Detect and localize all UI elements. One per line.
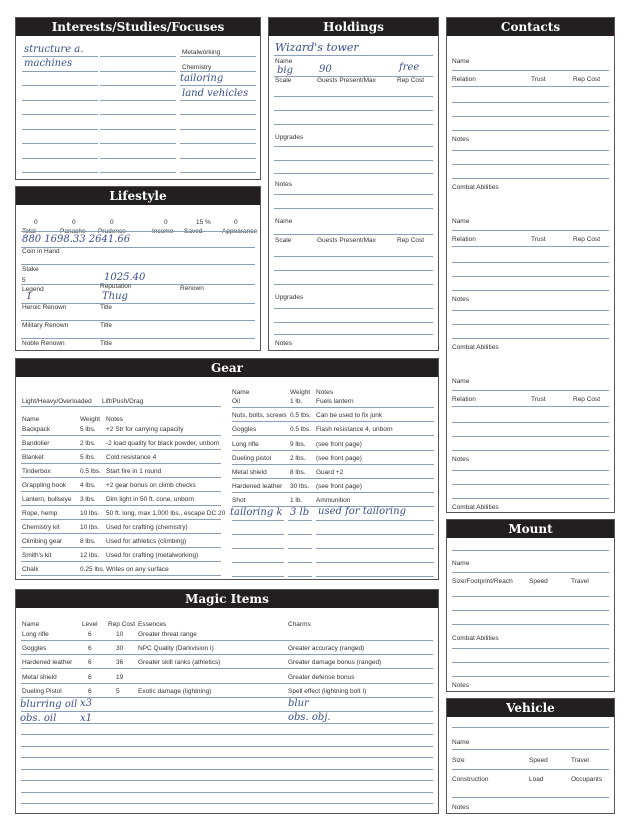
mount-notes-label: Notes — [452, 682, 469, 689]
contact-line — [452, 484, 609, 485]
vehicle-load-label: Load — [529, 776, 544, 783]
reputation-label: Reputation — [100, 283, 132, 290]
holding2-present-label: Guests Present/Max — [317, 237, 376, 244]
contact-combat-label: Combat Abilities — [452, 504, 499, 511]
contacts-panel — [446, 17, 615, 513]
magic-line — [21, 769, 433, 770]
lifestyle-header: Lifestyle — [16, 187, 260, 205]
heroic-renown-label: Heroic Renown — [22, 304, 67, 311]
magic-item-charm: Greater damage bonus (ranged) — [288, 659, 382, 667]
gear-item-notes: +2 Str for carrying capacity — [106, 426, 184, 433]
magic-item-name: Goggles — [22, 645, 47, 653]
interest-line — [100, 143, 176, 144]
gear-line — [21, 575, 221, 576]
mount-speed-label: Speed — [529, 578, 548, 585]
magic-line — [21, 723, 433, 724]
contact-repcost-label: Rep Cost — [573, 76, 601, 83]
lifestyle-stat-value: 0 — [110, 219, 114, 226]
gear-line — [232, 435, 434, 436]
gear-item-notes: Dim light in 50 ft. cone, unborn — [106, 496, 195, 503]
magic-item-rep: 36 — [116, 659, 124, 667]
gear-item-weight: 8 lbs. — [80, 538, 96, 545]
holding-hw-title: Wizard's tower — [275, 41, 359, 54]
magic-items-panel — [15, 589, 439, 814]
gear-item-notes: Used for crafting (metalworking) — [106, 552, 199, 559]
contact-trust-label: Trust — [531, 396, 546, 403]
contacts-header: Contacts — [447, 18, 614, 36]
gear-item-weight: 0.25 lbs. — [80, 566, 105, 573]
interest-line — [22, 71, 98, 72]
military-renown-label: Military Renown — [22, 322, 69, 329]
holding2-name-label: Name — [275, 218, 293, 225]
contact-line — [452, 164, 609, 165]
gear-item-weight: 12 lbs. — [80, 552, 100, 559]
gear-item-weight: 8 lbs. — [290, 469, 306, 476]
gear-line — [21, 463, 221, 464]
gear-item-name: Tinderbox — [22, 468, 51, 475]
magic-item-rep: 5 — [116, 687, 120, 695]
interest-hw-2: machines — [24, 58, 73, 69]
gear-item-weight: 10 lbs. — [80, 524, 100, 531]
vehicle-travel-label: Travel — [571, 757, 589, 764]
interests-panel — [15, 17, 261, 180]
magic-line — [21, 654, 433, 655]
gear-item-name: Metal shield — [232, 469, 267, 476]
gear-item-name: Nuts, bolts, screws — [232, 412, 287, 420]
contact-line — [452, 230, 609, 231]
gear-lift-label: Lift/Push/Drag — [102, 398, 144, 405]
title-label-2: Title — [100, 322, 113, 329]
interest-line — [180, 114, 256, 115]
gear-item-name: Shot — [232, 497, 246, 505]
contact-trust-label: Trust — [531, 76, 546, 83]
holding2-notes-label: Notes — [275, 340, 292, 347]
contact-line — [452, 324, 609, 325]
mount-size-label: Size/Footprint/Reach — [452, 578, 513, 585]
magic-item-rep: 30 — [116, 645, 124, 653]
interest-hw-1: structure a. — [24, 44, 84, 55]
interest-line — [100, 158, 176, 159]
magic-item-name: Dueling Pistol — [22, 687, 62, 695]
contact-line — [452, 116, 609, 117]
mount-combat-label: Combat Abilities — [452, 635, 499, 642]
gear-line — [21, 491, 221, 492]
gear-hw-weight: 3 lb — [290, 507, 310, 518]
lifestyle-panel — [15, 186, 261, 351]
lifestyle-stat-value: 0 — [34, 219, 38, 226]
gear-line — [232, 450, 434, 451]
gear-item-name: Dueling pistol — [232, 454, 272, 462]
gear-line — [21, 477, 221, 478]
magic-line — [21, 757, 433, 758]
magic-item-level: 6 — [88, 631, 92, 638]
interest-line — [22, 85, 98, 86]
contact-line — [452, 450, 609, 451]
gear-line — [21, 533, 221, 534]
holding1-repcost-hw: free — [399, 62, 420, 73]
coin-hw: 880 1698.33 2641.66 — [22, 234, 131, 245]
gear-load-label: Light/Heavy/Overloaded — [22, 398, 92, 405]
interest-printed-1: Metalworking — [182, 49, 221, 56]
interest-hw-3: tailoring — [180, 73, 224, 84]
gear-item-notes: Writes on any surface — [106, 566, 169, 573]
contact-notes-label: Notes — [452, 136, 469, 143]
magic-col-level: Level — [82, 621, 98, 628]
contact-line — [452, 246, 609, 247]
gear-item-notes: Start fire in 1 round — [106, 468, 162, 475]
gear-line — [21, 519, 221, 520]
magic-hw-charm-1: blur — [288, 698, 309, 709]
contact-line — [452, 276, 609, 277]
contact-line — [452, 422, 609, 423]
mount-header: Mount — [447, 520, 614, 538]
lifestyle-stat-value: 0 — [72, 219, 76, 226]
interest-line — [100, 56, 176, 57]
gear-item-name: Hardened leather — [232, 483, 283, 491]
vehicle-notes-label: Notes — [452, 804, 469, 811]
interest-line — [100, 71, 176, 72]
holding1-upgrades-label: Upgrades — [275, 134, 304, 141]
magic-line — [21, 668, 433, 669]
magic-item-essence: NPC Quality (Darkvision I) — [138, 645, 214, 653]
contact-line — [452, 436, 609, 437]
holding1-present-hw: 90 — [319, 64, 332, 75]
holding1-scale-label: Scale — [275, 77, 292, 84]
gear-item-name: Smith's kit — [22, 552, 52, 559]
contact-line — [452, 262, 609, 263]
mount-panel — [446, 519, 615, 692]
interest-hw-4: land vehicles — [182, 88, 249, 99]
magic-line — [21, 683, 433, 684]
vehicle-name-label: Name — [452, 739, 470, 746]
gear-item-name: Oil — [232, 398, 240, 405]
interests-header: Interests/Studies/Focuses — [16, 18, 260, 36]
lifestyle-stat-value: 0 — [234, 219, 238, 226]
gear-item-weight: 0.5 lbs. — [290, 412, 311, 420]
lifestyle-stat-label: Panache — [60, 228, 86, 235]
gear-item-weight: 10 lbs. — [80, 510, 100, 517]
interest-line — [180, 158, 256, 159]
magic-item-level: 6 — [88, 687, 92, 695]
magic-hw-level-2: x1 — [80, 713, 93, 724]
gear-item-name: Grappling hook — [22, 482, 67, 489]
contact-line — [452, 102, 609, 103]
gear-item-notes: (see front page) — [316, 483, 362, 491]
magic-col-rep: Rep Cost — [108, 621, 136, 628]
magic-item-level: 6 — [88, 659, 92, 667]
magic-item-name: Metal shield — [22, 673, 57, 681]
contact-notes-label: Notes — [452, 456, 469, 463]
magic-item-rep: 10 — [116, 631, 124, 638]
magic-item-level: 6 — [88, 673, 92, 681]
magic-item-rep: 19 — [116, 673, 124, 681]
gear-item-notes: Cold resistance 4 — [106, 454, 157, 461]
magic-item-name: Long rifle — [22, 631, 49, 638]
contact-repcost-label: Rep Cost — [573, 396, 601, 403]
gear-item-notes: Fuels lantern — [316, 398, 354, 405]
interest-line — [180, 129, 256, 130]
noble-renown-label: Noble Renown — [22, 340, 65, 347]
vehicle-header: Vehicle — [447, 699, 614, 717]
magic-item-essence: Exotic damage (lightning) — [138, 687, 212, 695]
magic-line — [21, 746, 433, 747]
mount-travel-label: Travel — [571, 578, 589, 585]
interest-line — [100, 85, 176, 86]
gear-line — [232, 421, 434, 422]
contact-name-label: Name — [452, 378, 470, 385]
magic-hw-charm-2: obs. obj. — [288, 712, 331, 723]
interest-line — [180, 100, 256, 101]
gear-item-weight: 5 lbs. — [80, 454, 96, 461]
contact-notes-label: Notes — [452, 296, 469, 303]
gear-item-notes: Guard +2 — [316, 469, 344, 476]
magic-hw-level-1: x3 — [80, 698, 93, 709]
gear-item-name: Long rifle — [232, 440, 259, 448]
gear-item-weight: 30 lbs. — [290, 483, 310, 491]
magic-col-essences: Essences — [138, 621, 167, 628]
magic-item-essence: Greater threat range — [138, 631, 197, 638]
vehicle-speed-label: Speed — [529, 757, 548, 764]
magic-line — [21, 640, 433, 641]
magic-hw-name-1: blurring oil — [20, 699, 78, 710]
gear-item-notes: (see front page) — [316, 440, 362, 448]
contact-line — [452, 338, 609, 339]
contact-line — [452, 178, 609, 179]
legend-label: Legend — [22, 286, 44, 293]
holding1-name-label: Name — [275, 58, 293, 65]
holdings-panel — [268, 17, 439, 351]
interest-line — [180, 143, 256, 144]
gear-item-notes: Used for athletics (climbing) — [106, 538, 187, 545]
holding1-repcost-label: Rep Cost — [397, 77, 425, 84]
magic-line — [21, 792, 433, 793]
magic-item-level: 6 — [88, 645, 92, 653]
gear-right-col-notes: Notes — [316, 389, 333, 396]
magic-hw-name-2: obs. oil — [20, 713, 57, 724]
contact-line — [452, 150, 609, 151]
gear-item-weight: 2 lbs. — [290, 454, 306, 462]
contact-trust-label: Trust — [531, 236, 546, 243]
lifestyle-stat-label: Appearance — [222, 228, 258, 235]
interest-line — [22, 172, 98, 173]
legend-value: 1 — [26, 291, 33, 302]
gear-item-notes: Used for crafting (chemistry) — [106, 524, 188, 531]
magic-item-charm: Greater defense bonus — [288, 673, 355, 681]
stake-value: 5 — [22, 277, 26, 284]
contact-line — [452, 498, 609, 499]
interest-line — [180, 172, 256, 173]
holding2-upgrades-label: Upgrades — [275, 294, 304, 301]
lifestyle-stat-label: Total — [22, 228, 36, 235]
gear-right-col-name: Name — [232, 389, 250, 396]
gear-left-col-notes: Notes — [106, 416, 123, 423]
gear-line — [21, 505, 221, 506]
contact-line — [452, 406, 609, 407]
gear-line — [21, 561, 221, 562]
holding1-notes-label: Notes — [275, 181, 292, 188]
contact-line — [452, 470, 609, 471]
gear-left-col-weight: Weight — [80, 416, 101, 423]
gear-item-name: Chemistry kit — [22, 524, 60, 531]
contact-relation-label: Relation — [452, 76, 476, 83]
gear-hw-name: tailoring k — [230, 507, 283, 518]
vehicle-construction-label: Construction — [452, 776, 489, 783]
interest-line — [22, 143, 98, 144]
gear-item-name: Backpack — [22, 426, 51, 433]
gear-item-weight: 0.5 lbs. — [290, 426, 311, 434]
mount-name-label: Name — [452, 560, 470, 567]
interest-line — [100, 100, 176, 101]
title-label-1: Title — [100, 304, 113, 311]
contact-repcost-label: Rep Cost — [573, 236, 601, 243]
renown-label: Renown — [180, 285, 204, 292]
gear-item-notes: Can be used to fix junk — [316, 412, 383, 420]
contact-line — [452, 310, 609, 311]
gear-line — [232, 464, 434, 465]
gear-item-weight: 3 lbs. — [80, 496, 96, 503]
gear-item-weight: 2 lbs. — [80, 440, 96, 447]
stake-label: Stake — [22, 266, 39, 273]
vehicle-occupants-label: Occupants — [571, 776, 603, 783]
interest-line — [100, 172, 176, 173]
gear-header: Gear — [16, 359, 438, 377]
holdings-header: Holdings — [269, 18, 438, 36]
gear-item-weight: 9 lbs. — [290, 440, 306, 448]
contact-line — [452, 130, 609, 131]
contact-name-label: Name — [452, 218, 470, 225]
gear-item-notes: (see front page) — [316, 454, 362, 462]
lifestyle-stat-value: 0 — [164, 219, 168, 226]
interest-line — [100, 129, 176, 130]
gear-hw-notes: used for tailoring — [318, 506, 406, 517]
vehicle-panel — [446, 698, 615, 814]
title-hw: Thug — [102, 291, 128, 302]
magic-item-essence: Greater skill ranks (athletics) — [138, 659, 221, 667]
gear-item-name: Goggles — [232, 426, 257, 434]
gear-item-name: Chalk — [22, 566, 39, 573]
gear-item-notes: -2 load quality for black powder, unborn — [106, 440, 220, 447]
magic-line — [21, 711, 433, 712]
lifestyle-stat-label: Income — [152, 228, 174, 235]
holding1-scale-hw: big — [277, 65, 294, 76]
reputation-hw: 1025.40 — [104, 272, 146, 283]
lifestyle-stat-label: Saved — [184, 228, 203, 235]
contact-line — [452, 390, 609, 391]
gear-right-col-weight: Weight — [290, 389, 311, 396]
holding2-repcost-label: Rep Cost — [397, 237, 425, 244]
gear-item-name: Blanket — [22, 454, 44, 461]
magic-item-name: Hardened leather — [22, 659, 73, 667]
magic-item-charm: Spell effect (lightning bolt I) — [288, 687, 367, 695]
gear-item-name: Climbing gear — [22, 538, 63, 545]
lifestyle-stat-value: 15 % — [196, 219, 211, 226]
contact-line — [452, 290, 609, 291]
magic-items-header: Magic Items — [16, 590, 438, 608]
gear-line — [21, 547, 221, 548]
interest-line — [22, 56, 98, 57]
contact-line — [452, 86, 609, 87]
contact-relation-label: Relation — [452, 396, 476, 403]
gear-item-weight: 5 lbs. — [80, 426, 96, 433]
gear-item-notes: Flash resistance 4, unborn — [316, 426, 393, 434]
gear-item-weight: 4 lbs. — [80, 482, 96, 489]
magic-item-charm: Greater accuracy (ranged) — [288, 645, 365, 653]
gear-item-name: Rope, hemp — [22, 510, 58, 517]
contact-relation-label: Relation — [452, 236, 476, 243]
gear-line — [21, 449, 221, 450]
interest-line — [22, 114, 98, 115]
interest-line — [22, 100, 98, 101]
lifestyle-stat-label: Prudence — [98, 228, 126, 235]
interest-line — [180, 85, 256, 86]
magic-line — [21, 780, 433, 781]
magic-col-charms: Charms — [288, 621, 311, 628]
gear-item-notes: 50 ft. long, max 1,000 lbs., escape DC 20 — [106, 510, 226, 517]
gear-item-name: Bandolier — [22, 440, 50, 447]
title-label-3: Title — [100, 340, 113, 347]
interest-line — [100, 114, 176, 115]
interest-line — [22, 158, 98, 159]
contact-combat-label: Combat Abilities — [452, 184, 499, 191]
magic-col-name: Name — [22, 621, 40, 628]
contact-combat-label: Combat Abilities — [452, 344, 499, 351]
gear-item-weight: 0.5 lbs. — [80, 468, 101, 475]
gear-item-name: Lantern, bullseye — [22, 496, 72, 503]
holding1-present-label: Guests Present/Max — [317, 77, 376, 84]
gear-item-weight: 1 lb. — [290, 398, 303, 405]
gear-item-notes: Ammunition — [316, 497, 351, 505]
gear-line — [232, 492, 434, 493]
gear-line — [232, 478, 434, 479]
interest-printed-2: Chemistry — [182, 64, 212, 71]
coin-label: Coin in Hand — [22, 248, 60, 255]
contact-name-label: Name — [452, 58, 470, 65]
contact-line — [452, 70, 609, 71]
gear-item-weight: 1 lb. — [290, 497, 303, 505]
gear-line — [232, 407, 434, 408]
magic-line — [21, 803, 433, 804]
gear-left-col-name: Name — [22, 416, 40, 423]
magic-line — [21, 734, 433, 735]
vehicle-size-label: Size — [452, 757, 465, 764]
interest-line — [22, 129, 98, 130]
gear-line — [21, 435, 221, 436]
holding2-scale-label: Scale — [275, 237, 292, 244]
gear-panel — [15, 358, 439, 580]
gear-item-notes: +2 gear bonus on climb checks — [106, 482, 196, 489]
